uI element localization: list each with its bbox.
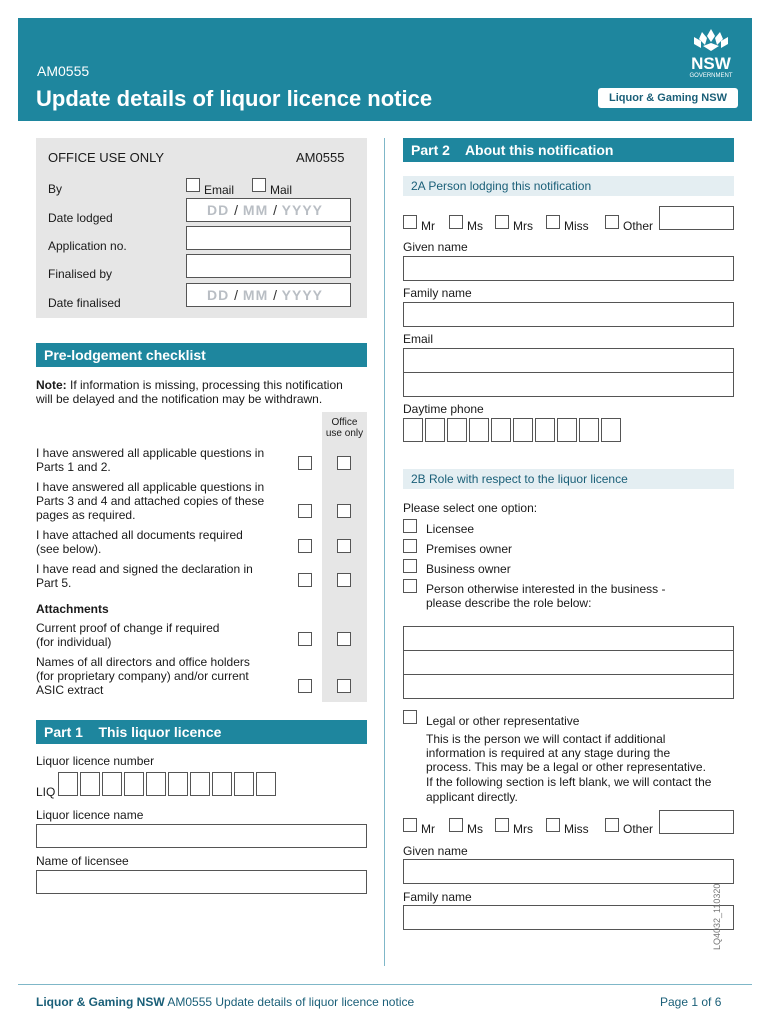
checklist-note-line2: will be delayed and the notification may be withdrawn. [36,392,323,406]
title-other-field[interactable] [659,206,734,230]
form-code: AM0555 [37,63,90,79]
licence-number-digit-8[interactable] [212,772,232,796]
office-use-heading: OFFICE USE ONLY [48,150,165,165]
footer-rule [18,984,752,985]
legal-desc-line5: applicant directly. [426,790,518,804]
rep-given-name-label: Given name [403,844,468,858]
licence-number-digit-1[interactable] [58,772,78,796]
checklist-note-line1: Note: If information is missing, processing this notification [36,378,343,392]
checklist-item4-line1: I have read and signed the declaration in [36,562,253,576]
email-label: Email [403,332,434,346]
checklist-item1-office-checkbox[interactable] [337,456,351,470]
title-miss-label: Miss [564,219,589,233]
role-licensee-checkbox[interactable] [403,519,417,533]
title-mrs-checkbox[interactable] [495,215,509,229]
title-ms-label: Ms [467,219,483,233]
phone-digit-6[interactable] [513,418,533,442]
title-mrs-label: Mrs [513,219,533,233]
logo-text: NSW [691,54,731,73]
legal-desc-line1: This is the person we will contact if additional [426,732,666,746]
attachment1-office-checkbox[interactable] [337,632,351,646]
mail-option-label: Mail [270,183,293,197]
licence-number-digit-4[interactable] [124,772,144,796]
attachments-heading: Attachments [36,602,109,616]
liq-prefix: LIQ [36,785,56,799]
role-other-checkbox[interactable] [403,579,417,593]
phone-digit-3[interactable] [447,418,467,442]
email-field-line1[interactable] [403,348,734,373]
role-description-line3[interactable] [403,674,734,699]
rep-given-name-field[interactable] [403,859,734,884]
family-name-label: Family name [403,286,472,300]
family-name-field[interactable] [403,302,734,327]
attachment2-line1: Names of all directors and office holders [36,655,250,669]
licence-number-digit-10[interactable] [256,772,276,796]
licence-number-digit-5[interactable] [146,772,166,796]
email-option-label: Email [204,183,235,197]
role-business-owner-label: Business owner [426,562,511,576]
legal-desc-line2: information is required at any stage during the [426,746,671,760]
checklist-item3-checkbox[interactable] [298,539,312,553]
attachment2-office-checkbox[interactable] [337,679,351,693]
title-other-checkbox[interactable] [605,215,619,229]
rep-title-miss-checkbox[interactable] [546,818,560,832]
checklist-heading: Pre-lodgement checklist [36,343,367,367]
date-lodged-label: Date lodged [48,211,113,225]
rep-title-ms-label: Ms [467,822,483,836]
role-licensee-label: Licensee [426,522,475,536]
checklist-item1-checkbox[interactable] [298,456,312,470]
checklist-item3-line1: I have attached all documents required [36,528,243,542]
date-lodged-placeholder: DD / MM / YYYY [207,202,324,218]
section-2b-heading: 2B Role with respect to the liquor licence [403,469,734,489]
column-divider [384,138,385,966]
phone-digit-1[interactable] [403,418,423,442]
checklist-item4-checkbox[interactable] [298,573,312,587]
phone-digit-5[interactable] [491,418,511,442]
finalised-by-label: Finalised by [48,267,113,281]
licence-name-label: Liquor licence name [36,808,144,822]
rep-title-ms-checkbox[interactable] [449,818,463,832]
licensee-name-field[interactable] [36,870,367,894]
finalised-by-field[interactable] [186,254,351,278]
phone-digit-2[interactable] [425,418,445,442]
date-finalised-field[interactable] [186,283,351,307]
checklist-item1-line1: I have answered all applicable questions in [36,446,265,460]
side-code: LQ4032_110320 [712,883,722,950]
checklist-item4-office-checkbox[interactable] [337,573,351,587]
title-mr-label: Mr [421,219,435,233]
by-label: By [48,182,63,196]
attachment1-line2: (for individual) [36,635,112,649]
rep-family-name-label: Family name [403,890,472,904]
waratah-icon [686,28,736,52]
select-prompt: Please select one option: [403,501,538,515]
role-description-line2[interactable] [403,650,734,675]
date-finalised-label: Date finalised [48,296,121,310]
application-no-field[interactable] [186,226,351,250]
rep-title-other-label: Other [623,822,654,836]
rep-title-mr-label: Mr [421,822,435,836]
legal-desc-line3: process. This may be a legal or other representative. [426,760,706,774]
checklist-item3-office-checkbox[interactable] [337,539,351,553]
agency-badge: Liquor & Gaming NSW [598,88,738,108]
title-mr-checkbox[interactable] [403,215,417,229]
email-field-line2[interactable] [403,372,734,397]
office-use-code: AM0555 [296,150,345,165]
checklist-item2-checkbox[interactable] [298,504,312,518]
role-other-line1: Person otherwise interested in the business - [426,582,666,596]
attachment1-checkbox[interactable] [298,632,312,646]
licence-number-label: Liquor licence number [36,754,155,768]
role-other-line2: please describe the role below: [426,596,592,610]
role-premises-owner-label: Premises owner [426,542,513,556]
checklist-item2-office-checkbox[interactable] [337,504,351,518]
office-column-header-line1: Office [331,417,358,428]
legal-rep-checkbox[interactable] [403,710,417,724]
date-lodged-field[interactable] [186,198,351,222]
role-business-owner-checkbox[interactable] [403,559,417,573]
role-description-line1[interactable] [403,626,734,651]
attachment1-line1: Current proof of change if required [36,621,220,635]
header-banner [18,18,752,121]
rep-title-other-field[interactable] [659,810,734,834]
licence-number-digit-3[interactable] [102,772,122,796]
rep-title-mrs-label: Mrs [513,822,533,836]
nsw-logo [686,28,736,80]
legal-desc-line4: If the following section is left blank, we will contact the [426,775,712,789]
rep-title-miss-label: Miss [564,822,589,836]
checklist-item2-line2: Parts 3 and 4 and attached copies of these [36,494,265,508]
page-title: Update details of liquor licence notice [36,86,433,111]
application-no-label: Application no. [48,239,127,253]
rep-family-name-field[interactable] [403,905,734,930]
attachment2-checkbox[interactable] [298,679,312,693]
title-other-label: Other [623,219,654,233]
email-checkbox[interactable] [186,178,200,192]
footer-text: Liquor & Gaming NSW AM0555 Update details of liquor licence notice [36,995,415,1009]
licence-number-digit-9[interactable] [234,772,254,796]
licence-name-field[interactable] [36,824,367,848]
phone-digit-9[interactable] [579,418,599,442]
attachment2-line2: (for proprietary company) and/or current [36,669,249,683]
phone-digit-4[interactable] [469,418,489,442]
phone-digit-8[interactable] [557,418,577,442]
checklist-item2-line1: I have answered all applicable questions in [36,480,265,494]
section-2a-heading: 2A Person lodging this notification [403,176,734,196]
phone-digit-7[interactable] [535,418,555,442]
checklist-item1-line2: Parts 1 and 2. [36,460,111,474]
office-column-header-line2: use only [325,428,364,439]
given-name-label: Given name [403,240,468,254]
title-miss-checkbox[interactable] [546,215,560,229]
given-name-field[interactable] [403,256,734,281]
legal-rep-label: Legal or other representative [426,714,580,728]
role-premises-owner-checkbox[interactable] [403,539,417,553]
daytime-phone-label: Daytime phone [403,402,484,416]
rep-title-other-checkbox[interactable] [605,818,619,832]
licence-number-digit-2[interactable] [80,772,100,796]
date-finalised-placeholder: DD / MM / YYYY [207,287,324,303]
checklist-item4-line2: Part 5. [36,576,72,590]
licence-number-digit-7[interactable] [190,772,210,796]
title-ms-checkbox[interactable] [449,215,463,229]
attachment2-line3: ASIC extract [36,683,104,697]
rep-title-mr-checkbox[interactable] [403,818,417,832]
licence-number-digit-6[interactable] [168,772,188,796]
part2-heading: Part 2 About this notification [403,138,734,162]
checklist-item3-line2: (see below). [36,542,102,556]
licensee-name-label: Name of licensee [36,854,129,868]
rep-title-mrs-checkbox[interactable] [495,818,509,832]
mail-checkbox[interactable] [252,178,266,192]
phone-digit-10[interactable] [601,418,621,442]
page-number: Page 1 of 6 [660,995,722,1009]
checklist-item2-line3: pages as required. [36,508,136,522]
logo-subtext: GOVERNMENT [689,73,733,79]
part1-heading: Part 1 This liquor licence [36,720,367,744]
